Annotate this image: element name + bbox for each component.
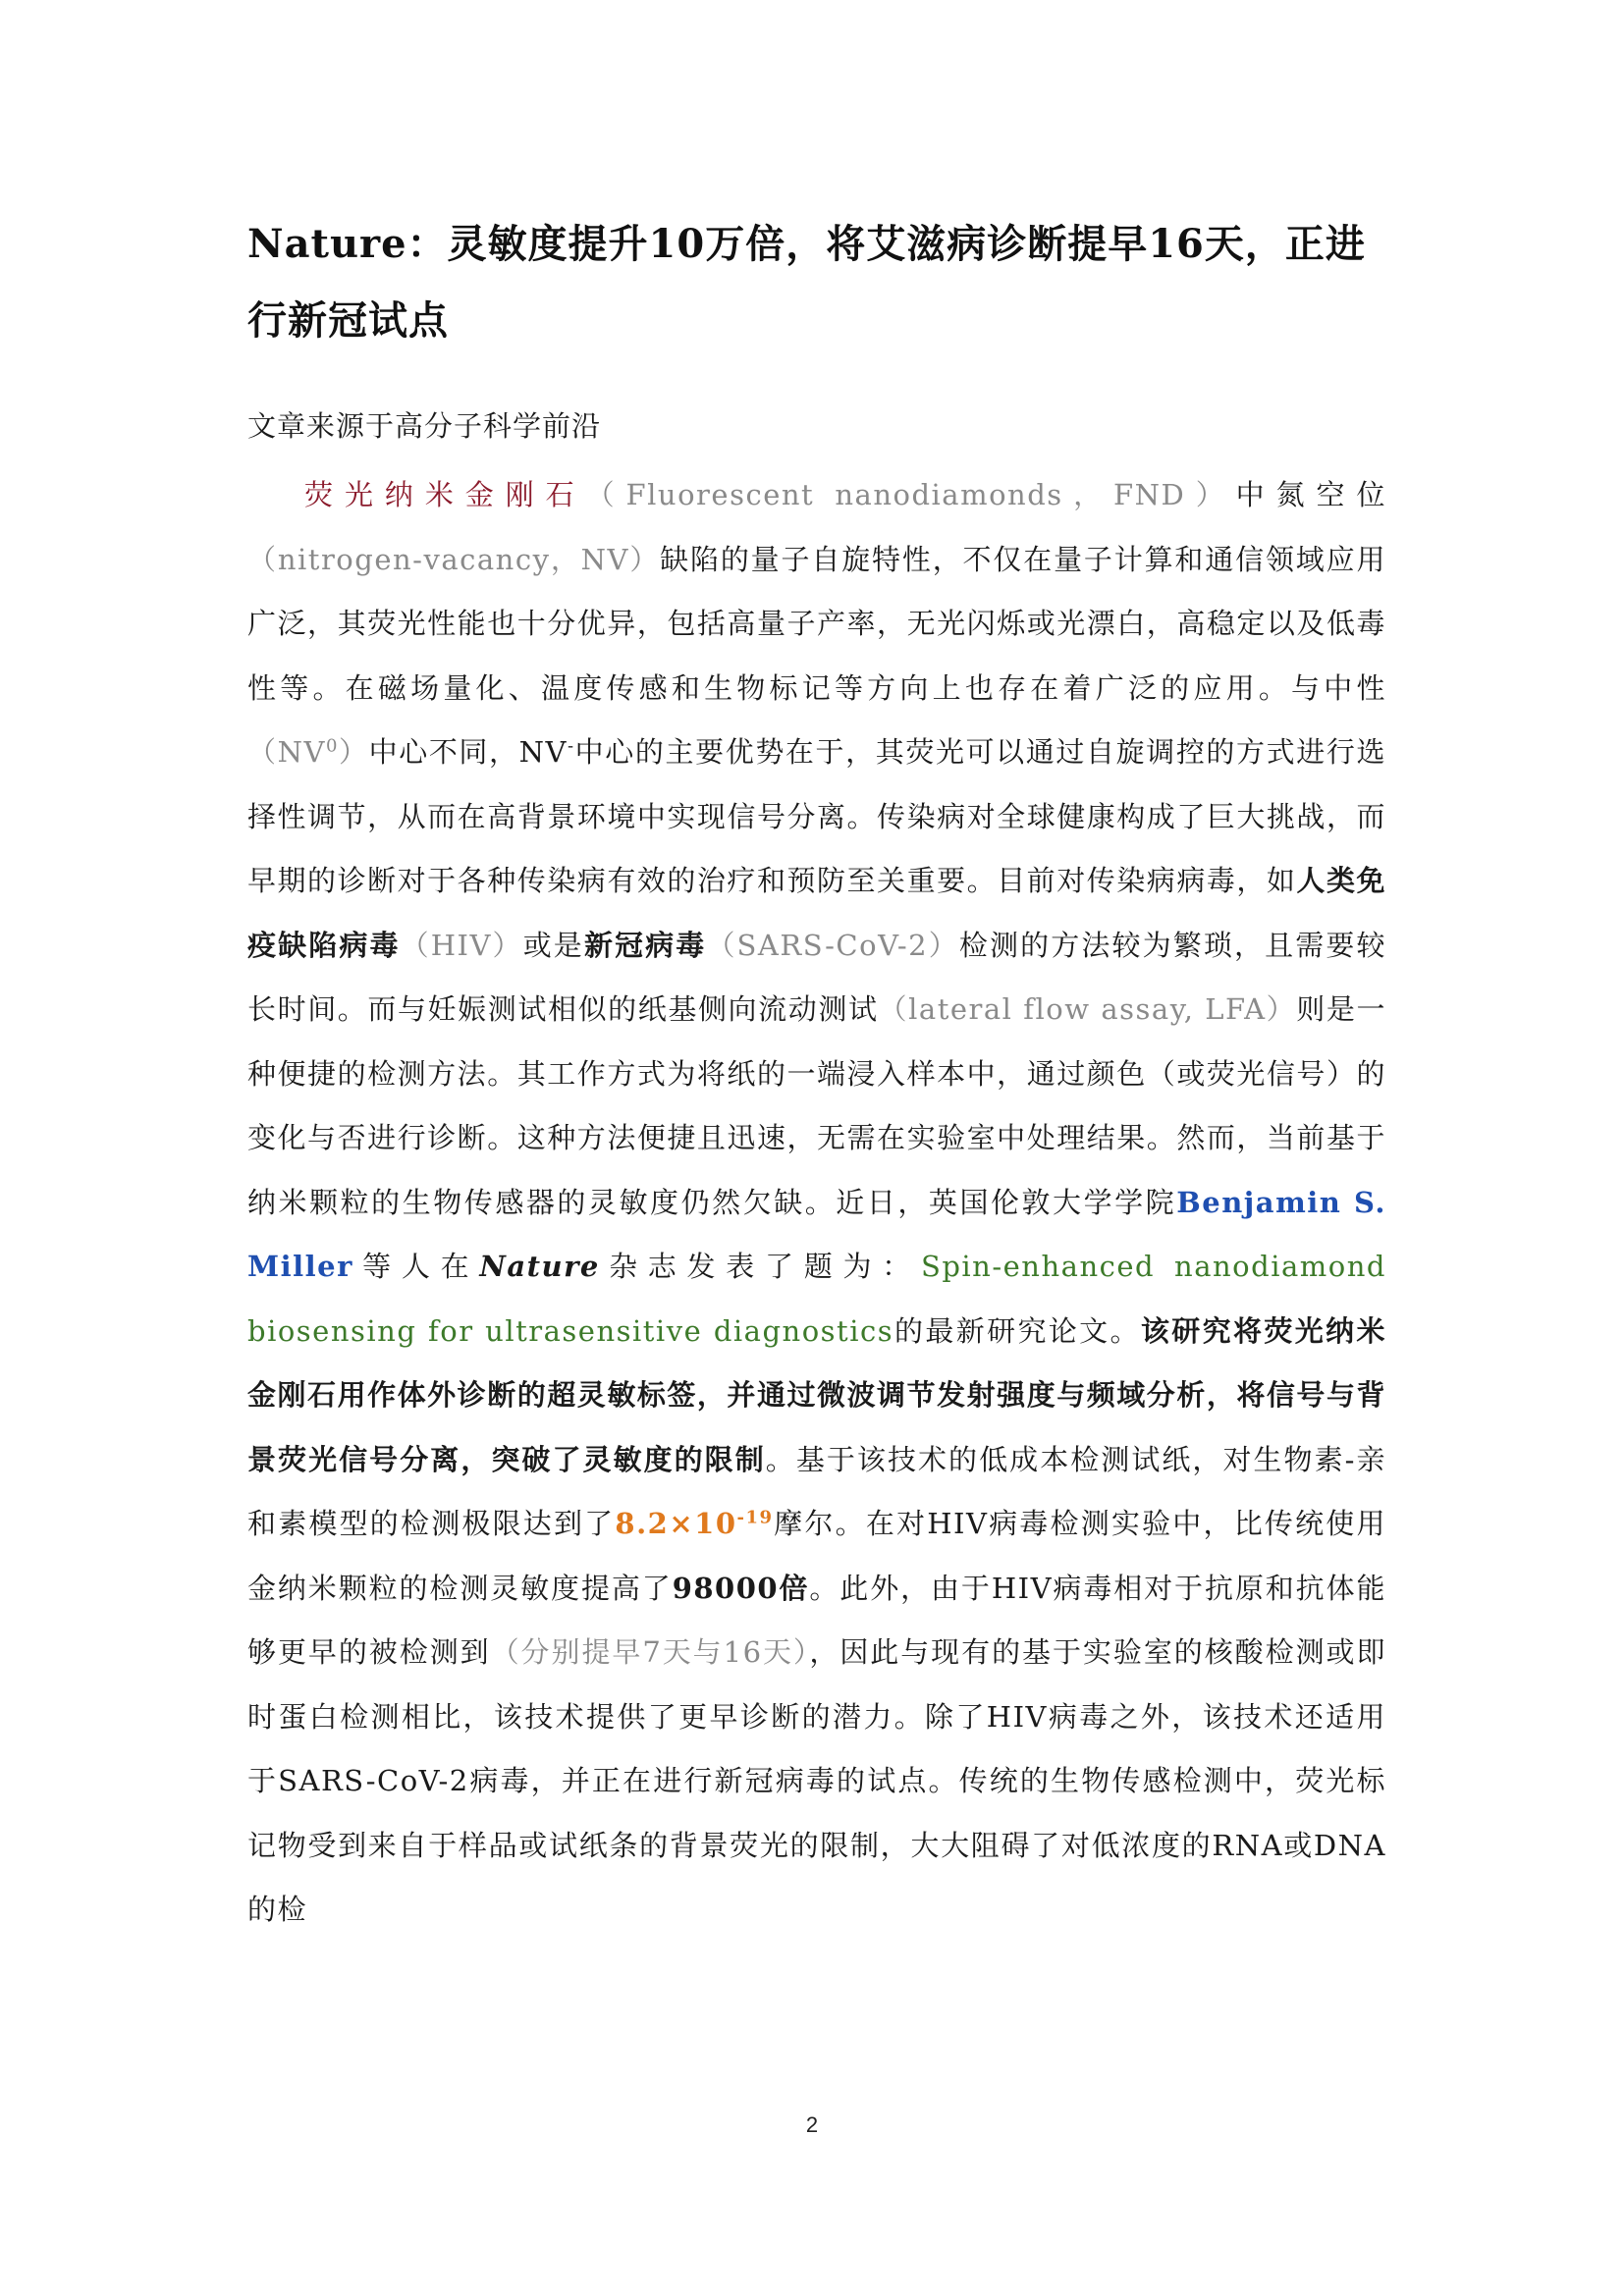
detection-limit-base: 8.2×10 bbox=[615, 1507, 737, 1540]
text-run: 摩尔。在对HIV病毒检测实验中，比传统使用金纳米颗粒的检测灵敏度提高了 bbox=[247, 1507, 1386, 1605]
detection-limit bbox=[615, 1507, 773, 1540]
journal-name: Nature bbox=[479, 1250, 600, 1283]
early-detection-note: （分别提早7天与16天） bbox=[490, 1635, 810, 1669]
text-run: 中心不同，NV bbox=[368, 735, 568, 769]
term-covid-cn: 新冠病毒 bbox=[583, 928, 707, 962]
term-nv0-label: （NV bbox=[247, 735, 326, 769]
superscript: -19 bbox=[736, 1507, 774, 1528]
text-run: 中氮空位 bbox=[1235, 478, 1386, 511]
text-run: 则是一种便捷的检测方法。其工作方式为将纸的一端浸入样本中，通过颜色（或荧光信号）的变化与否进行诊断。这种方法便捷且迅速，无需在实验室中处理结果。然而，当前基于纳米颗粒的生物传感器的灵敏度仍然欠缺。近日，英国伦敦大学学院 bbox=[247, 992, 1386, 1219]
text-run: 等人在 bbox=[352, 1250, 480, 1283]
term-nv0-close: ） bbox=[338, 735, 369, 769]
sensitivity-gain: 98000倍 bbox=[672, 1571, 810, 1605]
term-lfa-en: （lateral flow assay, LFA） bbox=[878, 992, 1297, 1026]
term-hiv-en: （HIV） bbox=[400, 928, 523, 962]
article-source: 文章来源于高分子科学前沿 bbox=[247, 409, 602, 443]
term-fnd-en: （Fluorescent nanodiamonds，FND） bbox=[585, 478, 1236, 511]
term-covid-en: （SARS-CoV-2） bbox=[706, 928, 959, 962]
text-run: 的最新研究论文。 bbox=[893, 1313, 1141, 1348]
page-number: 2 bbox=[805, 2112, 819, 2137]
article-title: Nature：灵敏度提升10万倍，将艾滋病诊断提早16天，正进行新冠试点 bbox=[247, 221, 1366, 344]
term-fnd-cn: 荧光纳米金刚石 bbox=[304, 478, 586, 511]
text-run: 或是 bbox=[522, 928, 584, 962]
text-run: 缺陷的量子自旋特性，不仅在量子计算和通信领域应用广泛，其荧光性能也十分优异，包括高量子产率，无光闪烁或光漂白，高稳定以及低毒性等。在磁场量化、温度传感和生物标记等方向上也存在着广泛的应用。与中性 bbox=[247, 542, 1386, 705]
key-finding: 该研究将荧光纳米金刚石用作体外诊断的超灵敏标签，并通过微波调节发射强度与频域分析，将信号与背景荧光信号分离，突破了灵敏度的限制 bbox=[247, 1313, 1386, 1476]
term-hiv-cn: 人类免疫缺陷病毒 bbox=[247, 864, 1386, 962]
body-paragraph bbox=[247, 463, 1386, 1943]
paper-title: Spin-enhanced nanodiamond biosensing for ultrasensitive diagnostics bbox=[247, 1250, 1386, 1348]
term-nv0 bbox=[247, 735, 369, 769]
author-name: Benjamin S. Miller bbox=[247, 1185, 1386, 1283]
text-run: 。基于该技术的低成本检测试纸，对生物素-亲和素模型的检测极限达到了 bbox=[247, 1442, 1386, 1540]
text-run: 中心的主要优势在于，其荧光可以通过自旋调控的方式进行选择性调节，从而在高背景环境中实现信号分离。传染病对全球健康构成了巨大挑战，而早期的诊断对于各种传染病有效的治疗和预防至关重要。目前对传染病病毒，如 bbox=[247, 735, 1386, 897]
term-nv-en: （nitrogen-vacancy，NV） bbox=[247, 542, 661, 576]
superscript: - bbox=[567, 735, 575, 757]
text-run: 。此外，由于HIV病毒相对于抗原和抗体能够更早的被检测到 bbox=[247, 1571, 1386, 1669]
text-run: 杂志发表了题为： bbox=[599, 1250, 921, 1283]
superscript: 0 bbox=[325, 735, 339, 757]
text-run: ，因此与现有的基于实验室的核酸检测或即时蛋白检测相比，该技术提供了更早诊断的潜力。除了HIV病毒之外，该技术还适用于SARS-CoV-2病毒，并正在进行新冠病毒的试点。传统的生物传感检测中，荧光标记物受到来自于样品或试纸条的背景荧光的限制，大大阻碍了对低浓度的RNA或DNA的检 bbox=[247, 1635, 1386, 1926]
text-run: 检测的方法较为繁琐，且需要较长时间。而与妊娠测试相似的纸基侧向流动测试 bbox=[247, 928, 1386, 1026]
